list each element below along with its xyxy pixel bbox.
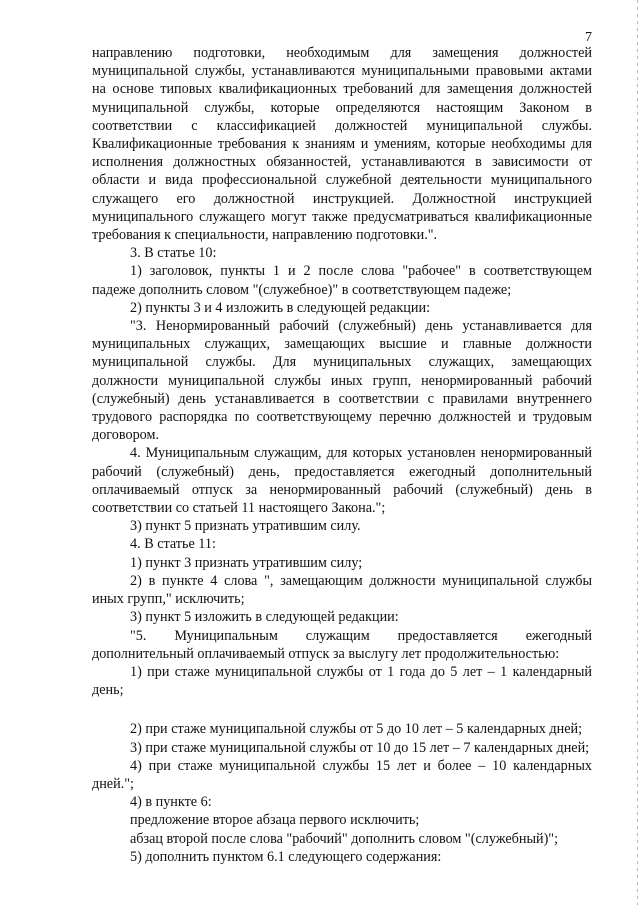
paragraph: 4. В статье 11: <box>130 536 216 553</box>
paragraph: 1) заголовок, пункты 1 и 2 после слова "рабочее" в соответствующем падеже дополнить словом "(служебное)" в соответствующем падеже; <box>92 263 592 298</box>
paragraph: 2) в пункте 4 слова ", замещающим должности муниципальной службы иных групп," исключить; <box>92 572 592 608</box>
paragraph: 1) пункт 3 признать утратившим силу; <box>130 554 363 571</box>
paragraph: 3) при стаже муниципальной службы от 10 до 15 лет – 7 календарных дней; <box>130 739 590 756</box>
paragraph: 1) при стаже муниципальной службы от 1 года до 5 лет – 1 календарный день; <box>92 663 592 699</box>
scan-edge <box>637 0 638 905</box>
paragraph: 4. Муниципальным служащим, для которых установлен ненормированный рабочий (служебный) день, предоставляется ежегодный дополнительный оплачиваемый отпуск за ненормированный рабочий (служебный) день в соответствии со статьей 11 настоящего Закона."; <box>92 445 592 517</box>
paragraph: 2) при стаже муниципальной службы от 5 до 10 лет – 5 календарных дней; <box>130 721 583 738</box>
paragraph: 2) пункты 3 и 4 изложить в следующей редакции: <box>130 299 431 316</box>
paragraph: 5) дополнить пунктом 6.1 следующего содержания: <box>130 848 442 865</box>
paragraph: 3) пункт 5 изложить в следующей редакции: <box>130 609 399 626</box>
document-body <box>92 44 592 866</box>
paragraph: 3. В статье 10: <box>130 245 217 262</box>
paragraph: 4) при стаже муниципальной службы 15 лет и более – 10 календарных дней."; <box>92 757 592 792</box>
paragraph: "3. Ненормированный рабочий (служебный) день устанавливается для муниципальных служащих, замещающих высшие и главные должности муниципальной службы. Для муниципальных служащих, замещающих должности муниципальной службы иных групп, ненормированный рабочий (служебный) день устанавливается в соответствии с правилами внутреннего трудового распорядка по соответствующему перечню должностей и трудовым договором. <box>92 318 592 444</box>
paragraph: 3) пункт 5 признать утратившим силу. <box>130 518 361 535</box>
paragraph: "5. Муниципальным служащим предоставляется ежегодный дополнительный оплачиваемый отпуск за выслугу лет продолжительностью: <box>92 627 592 662</box>
paragraph: 4) в пункте 6: <box>130 794 212 811</box>
paragraph: направлению подготовки, необходимым для замещения должностей муниципальной службы, устанавливаются муниципальными правовыми актами на основе типовых квалификационных требований для замещения должностей муниципальной службы, которые определяются настоящим Законом в соответствии с классификацией должностей муниципальной службы. Квалификационные требования к знаниям и умениям, которые необходимы для исполнения должностных обязанностей, устанавливаются в зависимости от области и вида профессиональной служебной деятельности муниципального служащего его должностной инструкцией. Должностной инструкцией муниципального служащего могут также предусматриваться квалификационные требования к специальности, направлению подготовки.". <box>92 45 592 244</box>
page-number: 7 <box>585 30 592 45</box>
paragraph: абзац второй после слова "рабочий" дополнить словом "(служебный)"; <box>130 830 559 847</box>
blank-gap <box>92 699 592 720</box>
paragraph: предложение второе абзаца первого исключить; <box>130 812 420 829</box>
